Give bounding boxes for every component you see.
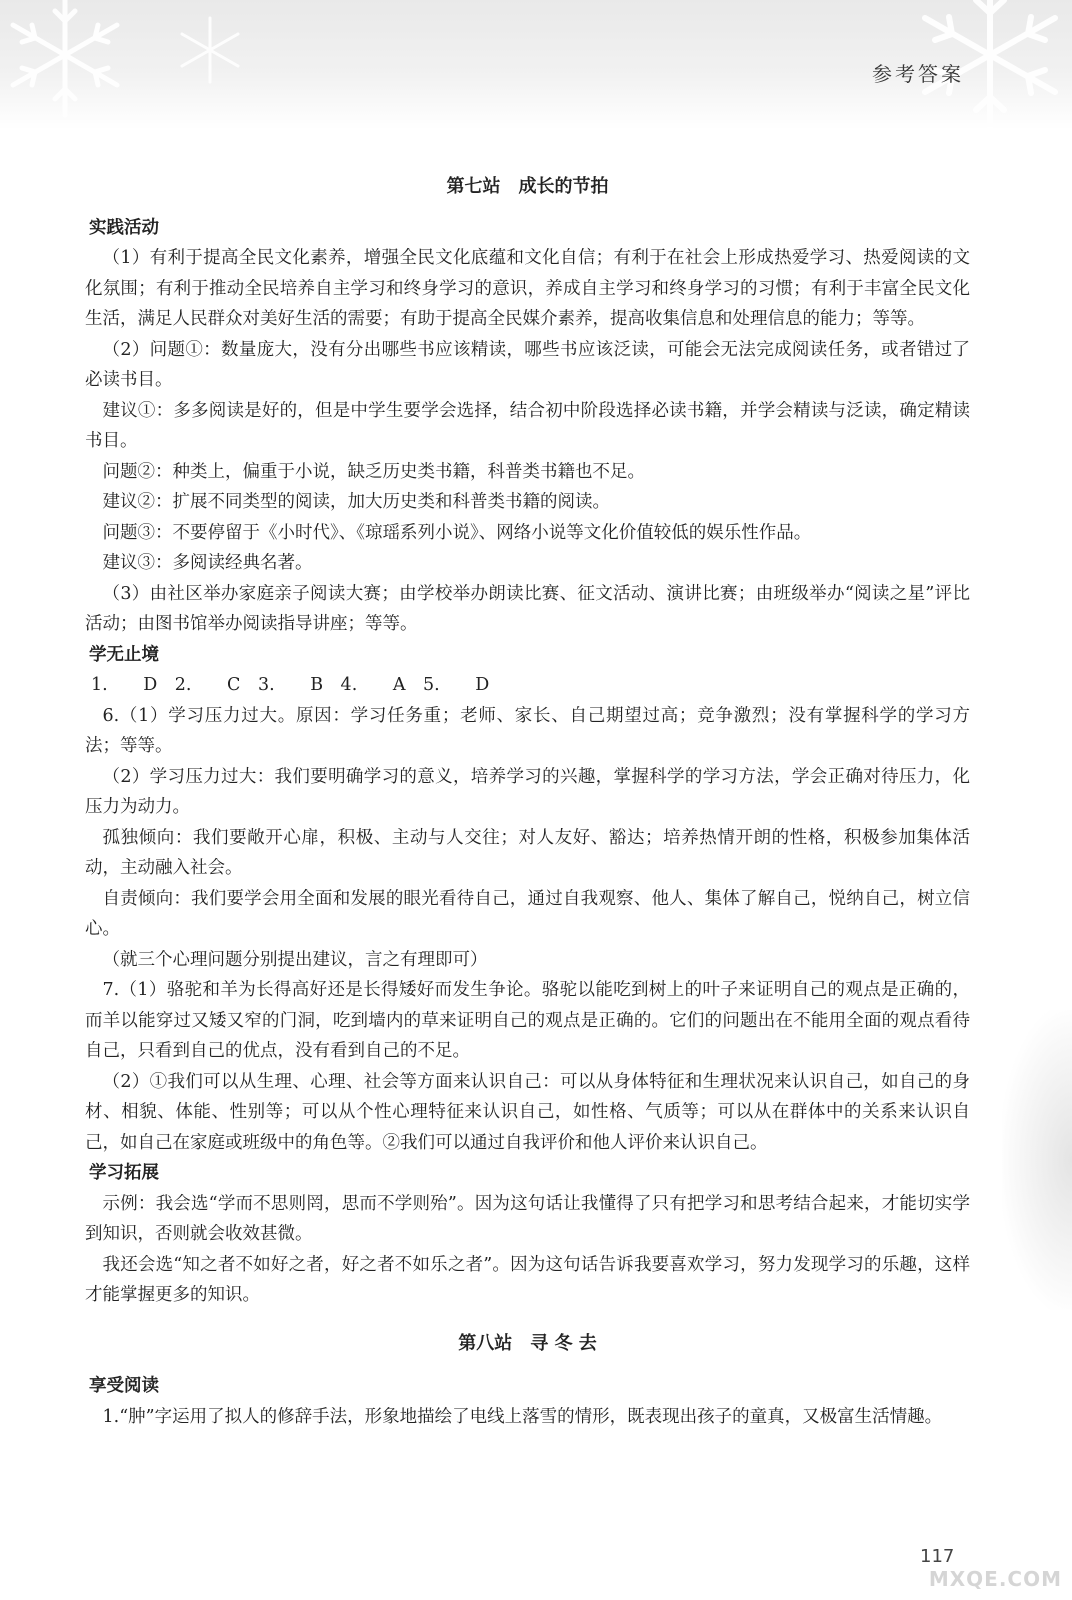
snowflake-left-decoration [0,0,140,130]
header-band [0,0,1072,130]
watermark-logo [888,1535,1068,1595]
expansion-paragraph: 我还会选“知之者不如好之者，好之者不如乐之者”。因为这句话告诉我要喜欢学习，努力发现学习的乐趣，这样才能掌握更多的知识。 [85,1254,970,1305]
endless-paragraph: （2）学习压力过大：我们要明确学习的意义，培养学习的兴趣，掌握科学的学习方法，学会正确对待压力，化压力为动力。 [85,766,970,817]
endless-paragraph: （就三个心理问题分别提出建议，言之有理即可） [102,949,488,970]
snowflake-side-decoration [1002,1010,1072,1310]
practice-paragraph: 建议②：扩展不同类型的阅读，加大历史类和科普类书籍的阅读。 [102,492,610,512]
station-seven-title: 第七站 成长的节拍 [446,176,609,197]
snowflake-small-decoration [170,10,250,90]
practice-heading: 实践活动 [89,217,159,238]
endless-paragraph: 孤独倾向：我们要敞开心扉，积极、主动与人交往；对人友好、豁达；培养热情开朗的性格，积极参加集体活动，主动融入社会。 [85,827,970,878]
endless-paragraph: 7.（1）骆驼和羊为长得高好还是长得矮好而发生争论。骆驼以能吃到树上的叶子来证明自己的观点是正确的，而羊以能穿过又矮又窄的门洞，吃到墙内的草来证明自己的观点是正确的。它们的问题出在不能用全面的观点看待自己，只看到自己的优点，没有看到自己的不足。 [85,980,970,1061]
practice-paragraph: （2）问题①：数量庞大，没有分出哪些书应该精读，哪些书应该泛读，可能会无法完成阅读任务，或者错过了必读书目。 [85,339,970,390]
practice-paragraph: 建议①：多多阅读是好的，但是中学生要学会选择，结合初中阶段选择必读书籍，并学会精读与泛读，确定精读书目。 [85,400,970,451]
endless-paragraph: 6.（1）学习压力过大。原因：学习任务重；老师、家长、自己期望过高；竞争激烈；没有掌握科学的学习方法；等等。 [85,705,970,756]
expansion-paragraph: 示例：我会选“学而不思则罔，思而不学则殆”。因为这句话让我懂得了只有把学习和思考结合起来，才能切实学到知识，否则就会收效甚微。 [85,1193,970,1244]
answer-content [85,172,970,1432]
station-eight-title: 第八站 寻 冬 去 [458,1332,597,1354]
reading-paragraph: 1.“肿”字运用了拟人的修辞手法，形象地描绘了电线上落雪的情形，既表现出孩子的童真，又极富生活情趣。 [102,1406,943,1427]
endless-paragraph: 自责倾向：我们要学会用全面和发展的眼光看待自己，通过自我观察、他人、集体了解自己，悦纳自己，树立信心。 [85,888,970,939]
practice-paragraph: （1）有利于提高全民文化素养，增强全民文化底蕴和文化自信；有利于在社会上形成热爱学习、热爱阅读的文化氛围；有利于推动全民培养自主学习和终身学习的意识，养成自主学习和终身学习的习惯；有利于丰富全民文化生活，满足人民群众对美好生活的需要；有助于提高全民媒介素养，提高收集信息和处理信息的能力；等等。 [85,248,970,329]
header-label: 参考答案 [872,62,964,86]
endless-learning-heading: 学无止境 [89,644,159,665]
watermark-text: MXQE.COM [928,1567,1062,1591]
multiple-choice-answers: 1. D 2. C 3. B 4. A 5. D [91,675,490,695]
practice-paragraph: 问题③：不要停留于《小时代》、《琼瑶系列小说》、网络小说等文化价值较低的娱乐性作品。 [102,522,812,543]
learning-expansion-heading: 学习拓展 [89,1163,159,1183]
practice-paragraph: （3）由社区举办家庭亲子阅读大赛；由学校举办朗读比赛、征文活动、演讲比赛；由班级举办“阅读之星”评比活动；由图书馆举办阅读指导讲座；等等。 [85,583,970,634]
page-number: 117 [920,1546,955,1567]
practice-paragraph: 问题②：种类上，偏重于小说，缺乏历史类书籍，科普类书籍也不足。 [102,461,645,482]
endless-paragraph: （2）①我们可以从生理、心理、社会等方面来认识自己：可以从身体特征和生理状况来认识自己，如自己的身材、相貌、体能、性别等；可以从个性心理特征来认识自己，如性格、气质等；可以从在群体中的关系来认识自己，如自己在家庭或班级中的角色等。②我们可以通过自我评价和他人评价来认识自己。 [85,1071,970,1153]
practice-paragraph: 建议③：多阅读经典名著。 [102,553,313,573]
enjoy-reading-heading: 享受阅读 [89,1376,159,1396]
